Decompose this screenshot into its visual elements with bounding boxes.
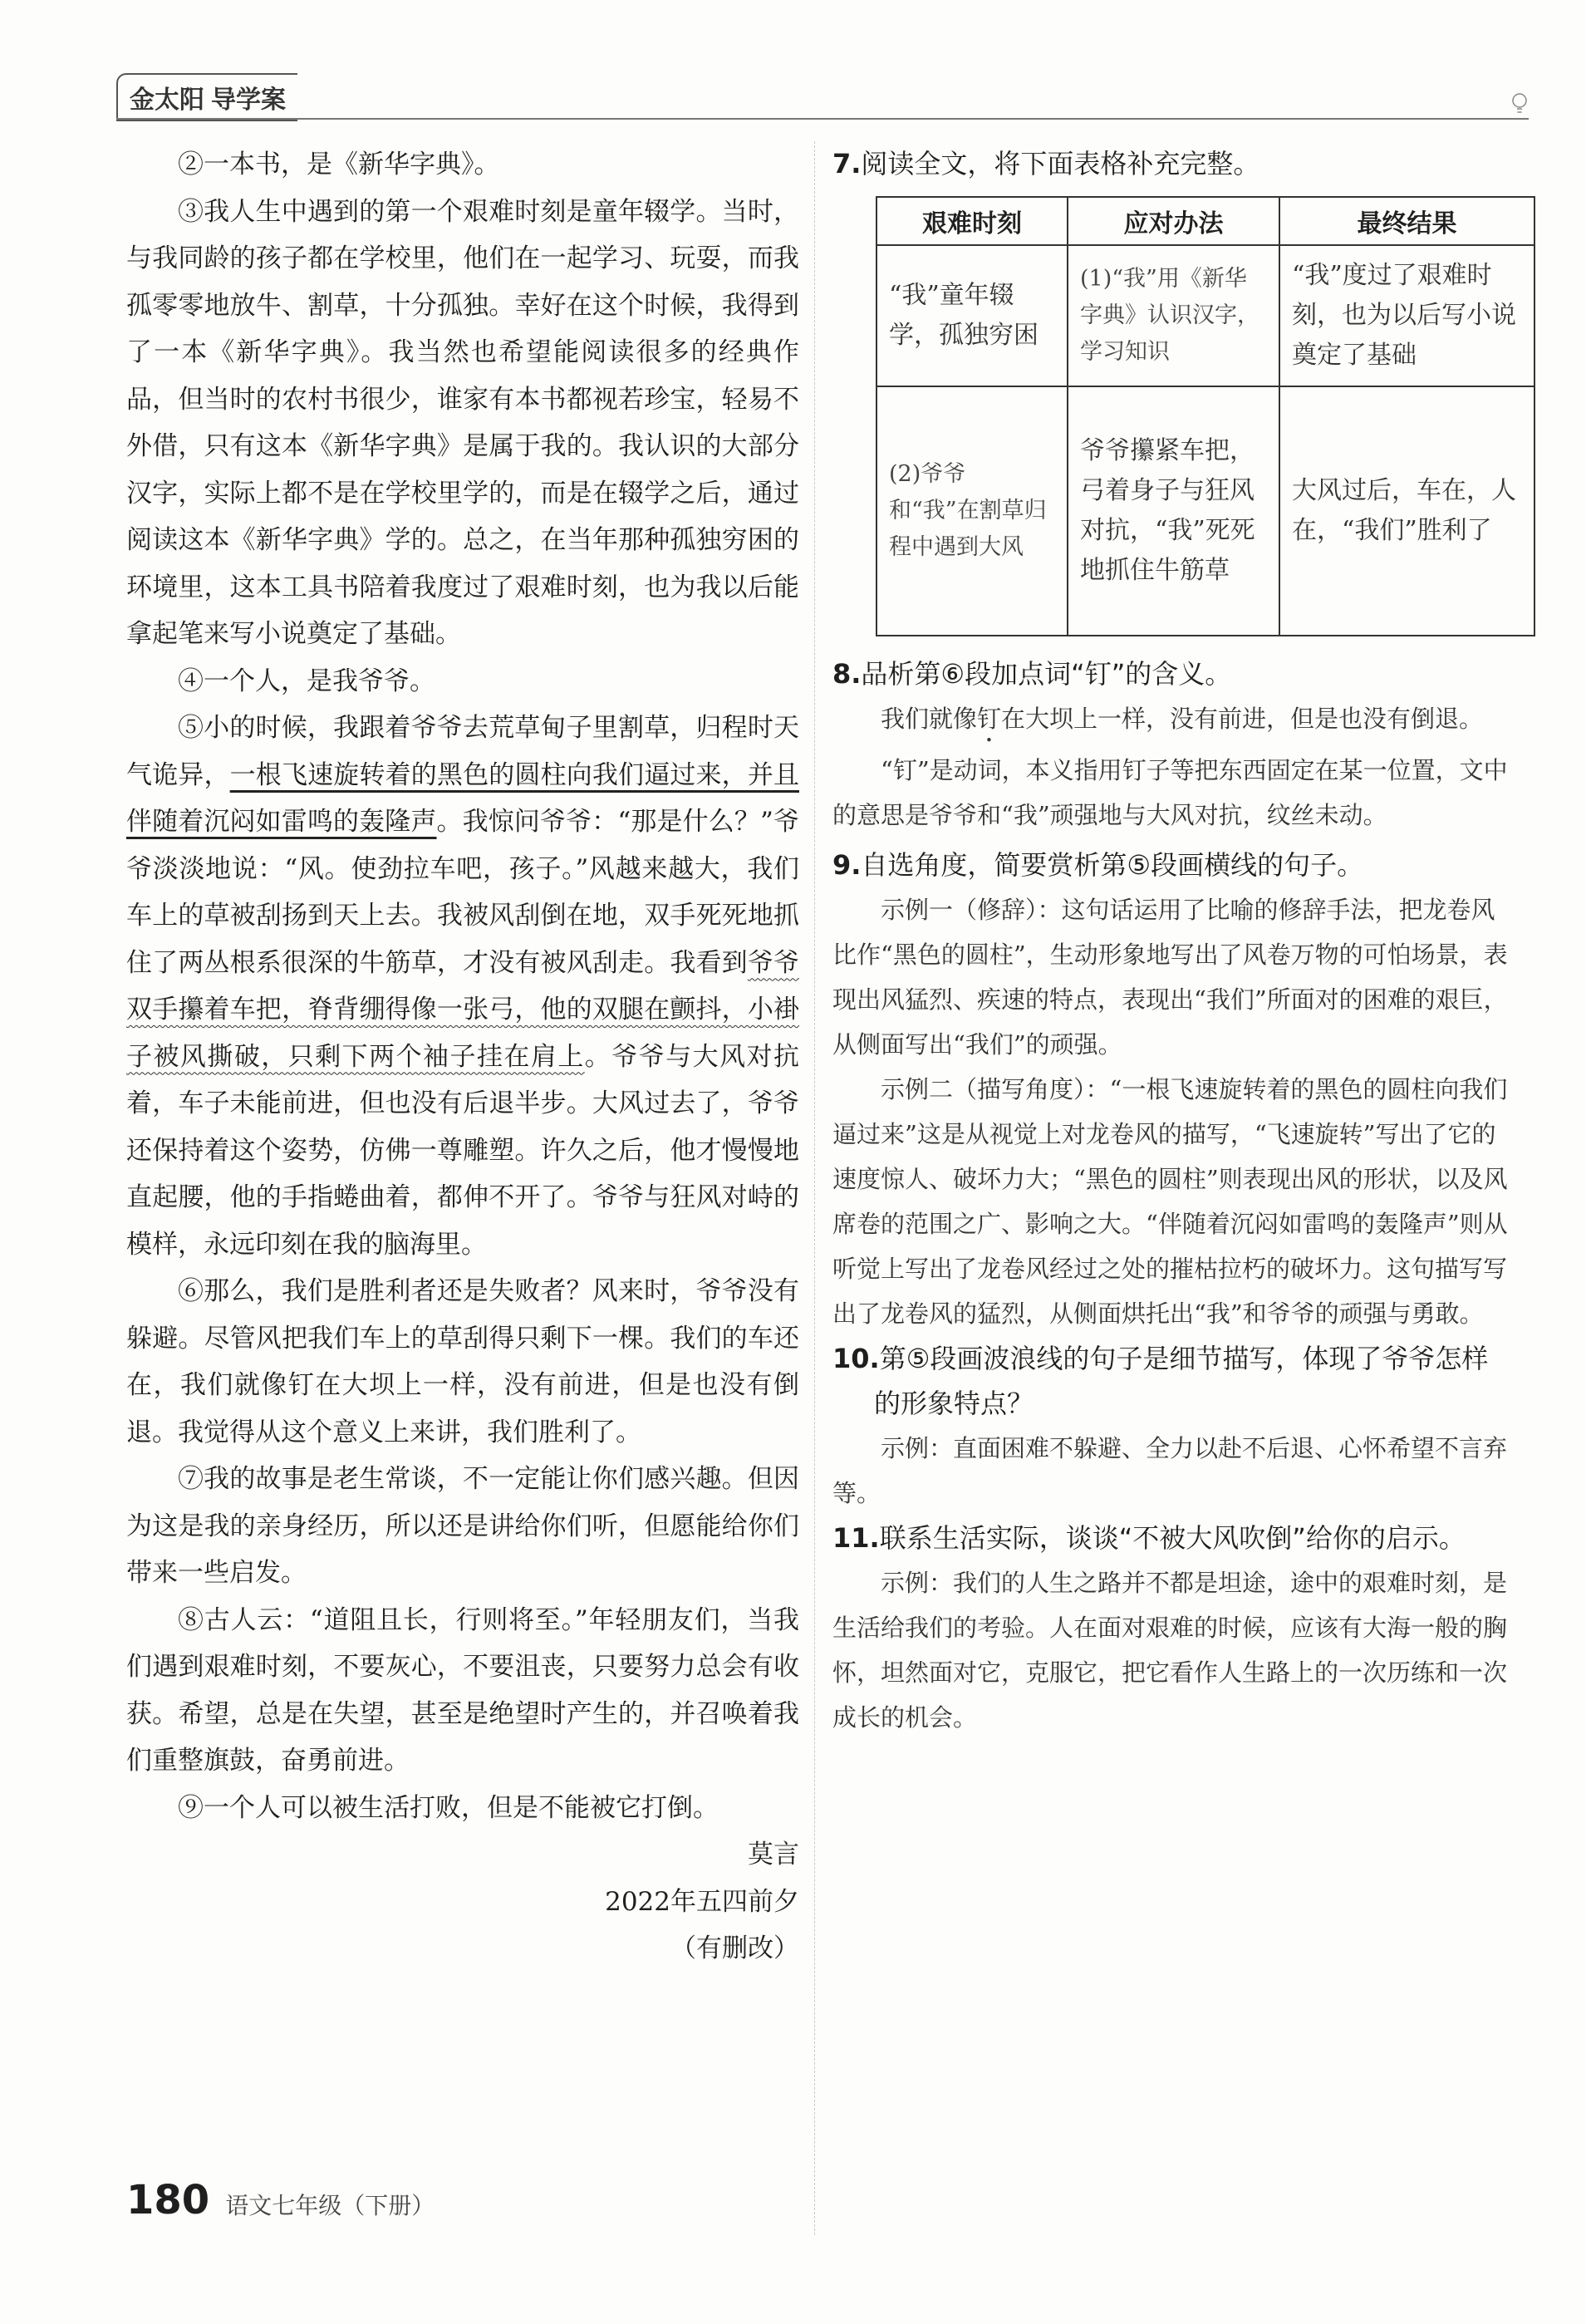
table-header: 最终结果: [1279, 197, 1534, 245]
question-text: 品析第⑥段加点词“钉”的含义。: [861, 658, 1232, 690]
table-cell: (1)“我”用《新华字典》认识汉字，学习知识: [1068, 245, 1279, 386]
table-cell: 爷爷攥紧车把，弓着身子与狂风对抗，“我”死死地抓住牛筋草: [1068, 386, 1279, 636]
paragraph-3: ③我人生中遇到的第一个艰难时刻是童年辍学。当时，与我同龄的孩子都在学校里，他们在一起学习、玩耍，而我孤零零地放牛、割草，十分孤独。幸好在这个时候，我得到了一本《新华字典》。我当然也希望能阅读很多的经典作品，但当时的农村书很少，谁家有本书都视若珍宝，轻易不外借，只有这本《新华字典》是属于我的。我认识的大部分汉字，实际上都不是在学校里学的，而是在辍学之后，通过阅读这本《新华字典》学的。总之，在当年那种孤独穷困的环境里，这本工具书陪着我度过了艰难时刻，也为我以后能拿起笔来写小说奠定了基础。: [126, 196, 799, 649]
column-divider: [814, 141, 815, 2235]
paragraph-9: ⑨一个人可以被生活打败，但是不能被它打倒。: [178, 1792, 719, 1823]
question-text: 联系生活实际，谈谈“不被大风吹倒”给你的启示。: [879, 1522, 1466, 1554]
header-rule: [116, 118, 1529, 120]
paragraph-4: ④一个人，是我爷爷。: [178, 666, 435, 696]
author: 莫言: [748, 1840, 799, 1870]
p5-part-a: ⑤小的时候，我跟着爷爷去荒草甸子里割草，归程时天气诡异，: [126, 713, 799, 790]
page-footer: [126, 2177, 435, 2223]
table-row: [876, 245, 1534, 386]
table-header: 艰难时刻: [876, 197, 1068, 245]
question-number: 9.: [832, 849, 862, 881]
lightbulb-icon: [1510, 91, 1529, 116]
edit-note: （有删改）: [670, 1933, 799, 1963]
question-number: 8.: [832, 658, 862, 690]
paragraph-7: ⑦我的故事是老生常谈，不一定能让你们感兴趣。但因为这是我的亲身经历，所以还是讲给你们听，但愿能给你们带来一些启发。: [126, 1464, 799, 1588]
p5-part-c: 。我惊问爷爷：“那是什么？”爷爷淡淡地说：“风。使劲拉车吧，孩子。”风越来越大，我们车上的草被刮扬到天上去。我被风刮倒在地，双手死死地抓住了两丛根系很深的牛筋草，才没有被风刮走。我看到: [126, 807, 800, 978]
question-text: 第⑤段画波浪线的句子是细节描写，体现了爷爷怎样的形象特点？: [874, 1343, 1489, 1419]
paragraph-6: ⑥那么，我们是胜利者还是失败者？风来时，爷爷没有躲避。尽管风把我们车上的草刮得只剩下一棵。我们的车还在，我们就像钉在大坝上一样，没有前进，但是也没有倒退。我觉得从这个意义上来讲，我们胜利了。: [126, 1276, 799, 1447]
table-cell: (2)爷爷和“我”在割草归程中遇到大风: [876, 386, 1068, 636]
question-text: 自选角度，简要赏析第⑤段画横线的句子。: [861, 849, 1364, 881]
p5-part-e: 。爷爷与大风对抗着，车子未能前进，但也没有后退半步。大风过去了，爷爷还保持着这个姿势，仿佛一尊雕塑。许久之后，他才慢慢地直起腰，他的手指蜷曲着，都伸不开了。爷爷与狂风对峙的模样，永远印刻在我的脑海里。: [126, 1041, 800, 1260]
date: 2022年五四前夕: [605, 1886, 799, 1917]
paragraph-2: ②一本书，是《新华字典》。: [178, 150, 500, 179]
question-text: 阅读全文，将下面表格补充完整。: [861, 148, 1260, 179]
dotted-word: 钉: [977, 705, 1002, 733]
brand-name: 金太阳: [130, 86, 204, 115]
wavy-underlined-sentence: 爷爷双手攥着车把，脊背绷得像一张弓，他的双腿在颤抖，小褂子被风撕破，只剩下两个袖子挂在肩上: [126, 947, 800, 1072]
answer-9-example-2: 示例二（描写角度）：“一根飞速旋转着的黑色的圆柱向我们逼过来”这是从视觉上对龙卷风的描写，“飞速旋转”写出了它的速度惊人、破坏力大；“黑色的圆柱”则表现出风的形状，以及风席卷的范围之广、影响之大。“伴随着沉闷如雷鸣的轰隆声”则从听觉上写出了龙卷风经过之处的摧枯拉朽的破坏力。这句描写写出了龙卷风的猛烈，从侧面烘托出“我”和爷爷的顽强与勇敢。: [832, 1075, 1508, 1328]
question-11: [832, 1516, 1514, 1560]
question-8: [832, 651, 1514, 696]
paragraph-5: [126, 705, 799, 1268]
question-10: [832, 1336, 1514, 1426]
question-number: 7.: [832, 148, 862, 179]
page-header: [116, 73, 1529, 120]
table-cell: “我”度过了艰难时刻，也为以后写小说奠定了基础: [1279, 245, 1534, 386]
question-7: [832, 141, 1514, 186]
page-number: 180: [126, 2177, 210, 2223]
series-name: 导学案: [211, 86, 286, 115]
quote-part: 在大坝上一样，没有前进，但是也没有倒退。: [1001, 705, 1484, 733]
table-cell: “我”童年辍学，孤独穷困: [876, 245, 1068, 386]
series-logo: [116, 73, 297, 121]
answer-9-example-1: 示例一（修辞）：这句话运用了比喻的修辞手法，把龙卷风比作“黑色的圆柱”，生动形象地写出了风卷万物的可怕场景，表现出风猛烈、疾速的特点，表现出“我们”所面对的困难的艰巨，从侧面写出“我们”的顽强。: [832, 896, 1508, 1059]
underlined-sentence: 一根飞速旋转着的黑色的圆柱向我们逼过来，并且伴随着沉闷如雷鸣的轰隆声: [126, 759, 799, 837]
paragraph-8: ⑧古人云：“道阻且长，行则将至。”年轻朋友们，当我们遇到艰难时刻，不要灰心，不要沮丧，只要努力总会有收获。希望，总是在失望，甚至是绝望时产生的，并召唤着我们重整旗鼓，奋勇前进。: [126, 1604, 799, 1776]
table-cell: 大风过后，车在，人在，“我们”胜利了: [1279, 386, 1534, 636]
quote-part: 我们就像: [881, 705, 978, 733]
question-number: 10.: [832, 1343, 880, 1374]
answer-table: [876, 196, 1535, 636]
answer-11: 示例：我们的人生之路并不都是坦途，途中的艰难时刻，是生活给我们的考验。人在面对艰难的时候，应该有大海一般的胸怀，坦然面对它，克服它，把它看作人生路上的一次历练和一次成长的机会。: [832, 1569, 1508, 1732]
question-9: [832, 843, 1514, 887]
table-header: 应对办法: [1068, 197, 1279, 245]
quoted-sentence: [832, 696, 1514, 748]
answer-8: “钉”是动词，本义指用钉子等把东西固定在某一位置，文中的意思是爷爷和“我”顽强地与大风对抗，纹丝未动。: [832, 756, 1508, 829]
answer-10: 示例：直面困难不躲避、全力以赴不后退、心怀希望不言弃等。: [832, 1434, 1508, 1507]
questions-column: [832, 141, 1514, 1740]
table-row: [876, 386, 1534, 636]
question-number: 11.: [832, 1522, 880, 1554]
passage-column: [126, 141, 799, 1973]
grade-label: 语文七年级（下册）: [225, 2192, 435, 2219]
